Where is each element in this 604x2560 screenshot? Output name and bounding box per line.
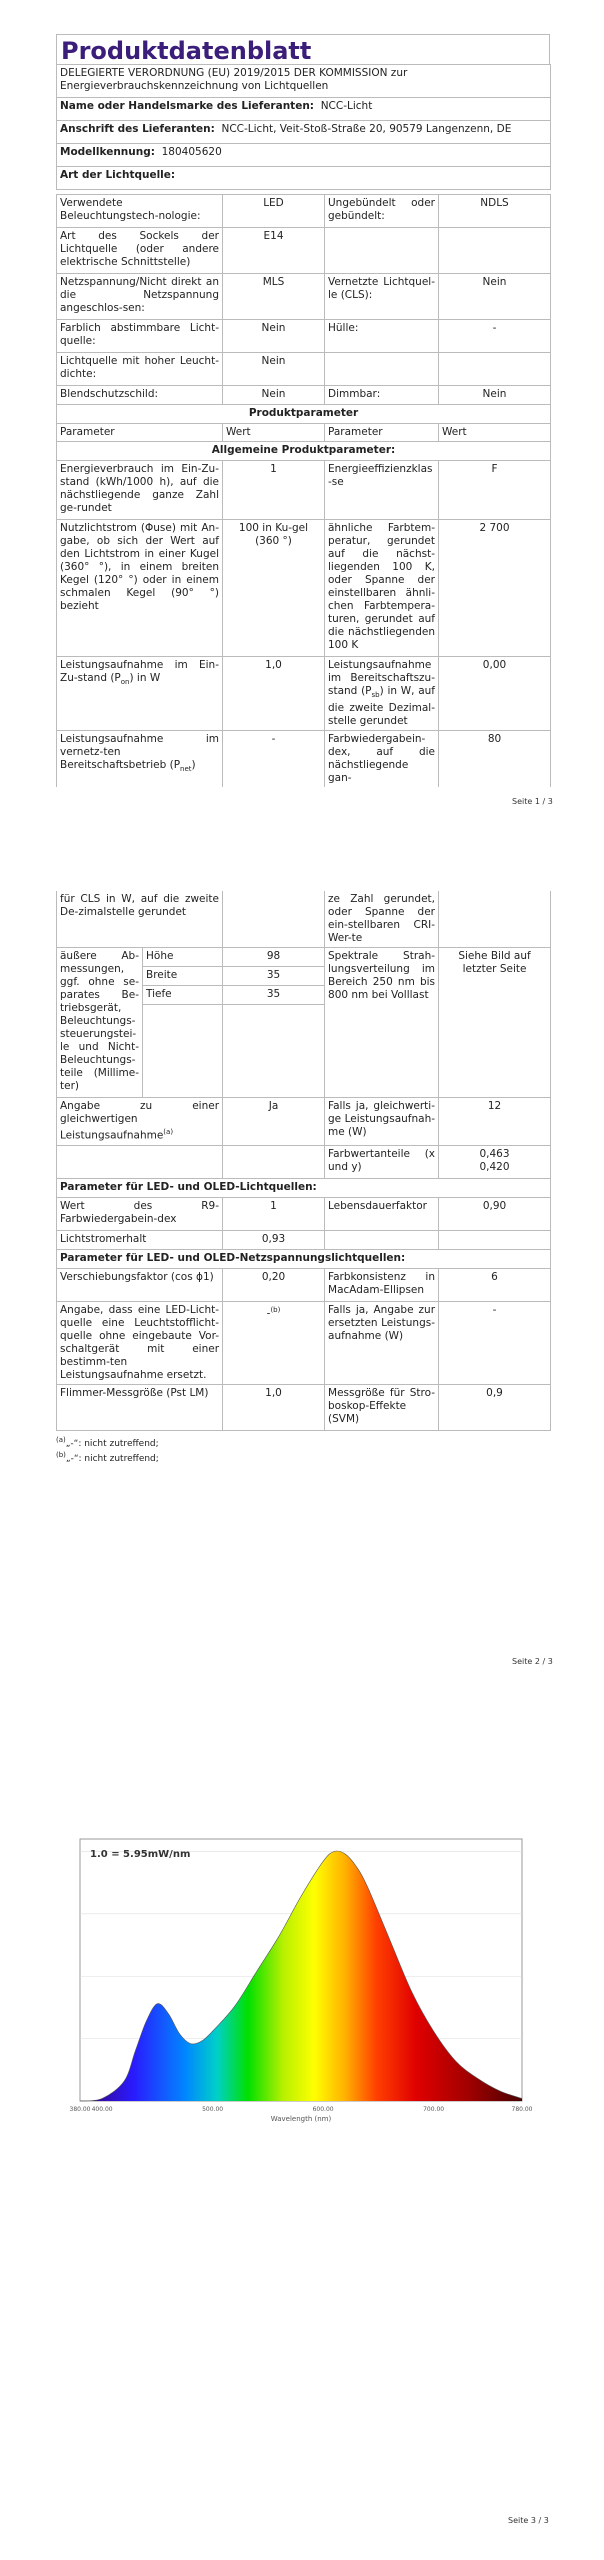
x-tick-label: 780.00 — [511, 2106, 533, 2113]
params-header: Produktparameter — [57, 405, 551, 424]
x-tick-label: 700.00 — [423, 2106, 445, 2113]
table-row: Lichtquelle mit hoher Leucht-dichte: Nein — [57, 353, 551, 386]
regulation-text: DELEGIERTE VERORDNUNG (EU) 2019/2015 DER KOMMISSION zur Energieverbrauchskennzeichnung von Lichtquellen — [57, 65, 551, 98]
x-axis-label: Wavelength (nm) — [270, 2115, 332, 2123]
table-row: Breite 35 — [57, 967, 551, 986]
x-tick-label: 500.00 — [202, 2106, 224, 2113]
general-header: Allgemeine Produktparameter: — [57, 442, 551, 461]
model-row: Modellkennung: 180405620 — [57, 144, 551, 167]
page-number: Seite 3 / 3 — [508, 2516, 549, 2525]
mains-header: Parameter für LED- und OLED-Netzspannungslichtquellen: — [57, 1249, 551, 1268]
x-tick-label: 400.00 — [91, 2106, 113, 2113]
table-row: Flimmer-Messgröße (Pst LM) 1,0 Messgröße für Stro-boskop-Effekte (SVM) 0,9 — [57, 1384, 551, 1430]
supplier-row: Name oder Handelsmarke des Lieferanten: NCC-Licht — [57, 98, 551, 121]
x-axis-ticks — [70, 2106, 533, 2113]
table-row: Energieverbrauch im Ein-Zu-stand (kWh/1000 h), auf die nächstliegende ganze Zahl ge-rundet 1 Energieeffizienzklas-se F — [57, 461, 551, 520]
spectrum-chart — [58, 1835, 533, 2125]
table-row: Wert des R9-Farbwiedergabein-dex 1 Lebensdauerfaktor 0,90 — [57, 1197, 551, 1230]
table-row: Angabe zu einer gleichwertigen Leistungsaufnahme$^{(a)}$ Ja Falls ja, gleichwerti-ge Leistungsaufnah-me (W) 12 — [57, 1098, 551, 1146]
table-row: Art des Sockels der Lichtquelle (oder andere elektrische Schnittstelle) E14 — [57, 228, 551, 274]
type-table — [56, 194, 551, 787]
table-row: Verschiebungsfaktor (cos ϕ1) 0,20 Farbkonsistenz in MacAdam-Ellipsen 6 — [57, 1268, 551, 1301]
table-row: für CLS in W, auf die zweite De-zimalstelle gerundet ze Zahl gerundet, oder Spanne der ein-stellbaren CRI-Wer-te — [57, 891, 551, 948]
table-row: Farblich abstimmbare Licht-quelle: Nein Hülle: - — [57, 320, 551, 353]
x-tick-label: 600.00 — [312, 2106, 334, 2113]
table-row: Farbwertanteile (x und y) 0,463 0,420 — [57, 1145, 551, 1178]
table-row: Blendschutzschild: Nein Dimmbar: Nein — [57, 386, 551, 405]
footnote-a: $^{(a)}$„-“: nicht zutreffend; — [56, 1436, 159, 1449]
chart-title: 1.0 = 5.95mW/nm — [90, 1849, 191, 1860]
table-row: Lichtstromerhalt 0,93 — [57, 1230, 551, 1249]
page-number: Seite 1 / 3 — [512, 797, 553, 806]
table-row: Netzspannung/Nicht direkt an die Netzspannung angeschlos-sen: MLS Vernetzte Lichtquel-le (CLS): Nein — [57, 274, 551, 320]
page-title: Produktdatenblatt — [56, 34, 550, 64]
table-row: Angabe, dass eine LED-Licht-quelle eine Leuchtstofflicht-quelle ohne eingebaute Vor-schaltgerät mit einer bestimm-ten Leistungsaufnahme ersetzt. -$^{(b)}$ Falls ja, Angabe zur ersetzten Leistungs-aufnahme (W) - — [57, 1301, 551, 1384]
table-row: Leistungsaufnahme im Ein-Zu-stand $(P_{on})$ in W 1,0 Leistungsaufnahme im Bereitschaftszu-stand $(P_{sb})$ in W, auf die zweite Dezimal-stelle gerundet 0,00 — [57, 657, 551, 731]
table-header-row: Parameter Wert Parameter Wert — [57, 424, 551, 442]
table-row: äußere Ab-messungen, ggf. ohne se-parates Be-triebsgerät, Beleuchtungs-steuerungstei-le und Nicht-Beleuchtungs-teile (Millime-ter) Höhe 98 Spektrale Strah-lungsverteilung im Bereich 250 nm bis 800 nm bei Volllast Siehe Bild auf letzter Seite — [57, 948, 551, 967]
address-row: Anschrift des Lieferanten: NCC-Licht, Veit-Stoß-Straße 20, 90579 Langenzenn, DE — [57, 121, 551, 144]
table-row: Verwendete Beleuchtungstech-nologie: LED Ungebündelt oder gebündelt: NDLS — [57, 195, 551, 228]
x-tick-label: 380.00 — [69, 2106, 91, 2113]
led-header: Parameter für LED- und OLED-Lichtquellen: — [57, 1178, 551, 1197]
table-row: Leistungsaufnahme im vernetz-ten Bereitschaftsbetrieb $(P_{net})$ - Farbwiedergabein-dex, auf die nächstliegende gan- 80 — [57, 731, 551, 788]
type-header: Art der Lichtquelle: — [57, 167, 551, 190]
params-table-continued — [56, 891, 551, 1431]
table-row: Tiefe 35 — [57, 986, 551, 1005]
page-number: Seite 2 / 3 — [512, 1657, 553, 1666]
footnote-b: $^{(b)}$„-“: nicht zutreffend; — [56, 1451, 159, 1464]
header-table — [56, 64, 551, 190]
table-row: Nutzlichtstrom (Φuse) mit An-gabe, ob sich der Wert auf den Lichtstrom in einer Kugel (360° °), in einem breiten Kegel (120° °) oder in einem schmalen Kegel (90° °) bezieht 100 in Ku-gel (360 °) ähnliche Farbtem-peratur, gerundet auf die nächst-liegenden 100 K, oder Spanne der einstellbaren ähnli-chen Farbtempera-turen, gerundet auf die nächstliegenden 100 K 2 700 — [57, 520, 551, 657]
